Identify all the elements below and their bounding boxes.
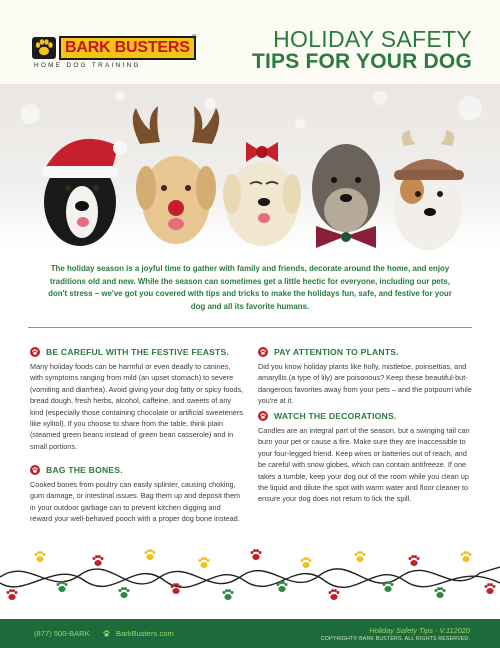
tip-body: Many holiday foods can be harmful or even deadly to canines, with symptoms ranging from mild (an upset stomach) to severe (vomiting and diarrhea). Avoid giving your dog fatty or spicy foods, bread dough, fresh herbs, alcohol, caffeine, and sweets of any kind (especially those containing chocolate or artificial sweeteners like xylitol). If you choose to share from the table, think plain (steamed green beans instead of green bean casserole) and in small portions. (30, 362, 244, 451)
paw-light-icon (7, 589, 18, 600)
paw-icon (30, 465, 40, 475)
paw-light-icon (461, 551, 472, 562)
tip-plants (258, 346, 472, 407)
paw-light-icon (57, 581, 68, 592)
tip-title: WATCH THE DECORATIONS. (274, 411, 397, 421)
page-title-line1: HOLIDAY SAFETY (273, 26, 472, 52)
paw-light-icon (119, 587, 130, 598)
page-footer (0, 619, 500, 648)
dog-plaid-bowtie (312, 144, 380, 248)
tip-title: BE CAREFUL WITH THE FESTIVE FEASTS. (46, 347, 230, 357)
paw-light-icon (199, 557, 210, 568)
registered-mark: ® (192, 35, 197, 41)
website-link[interactable]: BarkBusters.com (116, 629, 174, 638)
paw-light-icon (93, 555, 104, 566)
paw-logo-icon (32, 37, 56, 59)
paw-icon (258, 347, 268, 357)
paw-light-icon (145, 549, 156, 560)
tip-title: BAG THE BONES. (46, 465, 123, 475)
page-title-line2: TIPS FOR YOUR DOG (251, 50, 472, 73)
tip-decorations (258, 410, 472, 505)
dog-reindeer-antlers (133, 106, 219, 244)
paw-icon (102, 629, 111, 638)
tip-title: PAY ATTENTION TO PLANTS. (274, 347, 399, 357)
dog-red-bow (223, 142, 301, 246)
page-header (0, 0, 500, 84)
tip-festive-feasts (30, 346, 244, 452)
paw-light-icon (435, 587, 446, 598)
dog-knit-hat (394, 130, 464, 250)
paw-light-icon (301, 557, 312, 568)
paw-light-icon (355, 551, 366, 562)
paw-icon (30, 347, 40, 357)
phone-number[interactable]: (877) 500-BARK (34, 629, 90, 638)
paw-light-icon (485, 583, 496, 594)
paw-string-lights-decoration (0, 537, 500, 607)
tip-body: Did you know holiday plants like holly, mistletoe, poinsettias, and amaryllis (a type of lily) are poisonous? Keep these beautiful-but-dangerous favorites away from your pets – and the potpourri while you're at it. (258, 362, 472, 406)
dog-santa-hat (42, 139, 127, 246)
document-label: Holiday Safety Tips - V.112020 (369, 626, 470, 635)
tip-bag-the-bones (30, 464, 244, 525)
logo-wordmark: BARK BUSTERS (59, 36, 196, 60)
paw-light-icon (35, 551, 46, 562)
paw-light-icon (329, 589, 340, 600)
tip-body: Candles are an integral part of the season, but a swinging tail can burn your pet or cause a fire. Make sure they are inaccessible to your four-legged friend. Keep wires or batteries out of reach, and be careful with snow globes, which can contain antifreeze. If one takes a tumble, keep your dog out of the room while you clean up the liquid and dilute the spot with warm water and floor cleaner to ensure your dog does not return to lick the spill. (258, 426, 470, 504)
holiday-dogs-photo (0, 84, 500, 250)
paw-icon (258, 411, 268, 421)
bark-busters-logo (32, 35, 197, 71)
logo-tagline: HOME DOG TRAINING (34, 62, 141, 69)
copyright-notice: COPYRIGHT© BARK BUSTERS. ALL RIGHTS RESERVED. (320, 636, 470, 642)
section-divider (28, 327, 472, 328)
paw-light-icon (409, 555, 420, 566)
paw-light-icon (251, 549, 262, 560)
paw-light-icon (223, 589, 234, 600)
intro-paragraph: The holiday season is a joyful time to gather with family and friends, decorate around the home, and enjoy traditions old and new. While the season can sometimes get a little hectic for everyone, including our pets, don't stress – we've got you covered with tips and tricks to make the holidays fun, safe, and festive for your dog and all its favorite humans. (48, 264, 452, 311)
tip-body: Cooked bones from poultry can easily splinter, causing choking, gum damage, or intestinal issues. Bag them up and deposit them in your outdoor garbage can to prevent kitchen digging and reward your well-behaved pooch with a proper dog bone instead. (30, 480, 241, 524)
